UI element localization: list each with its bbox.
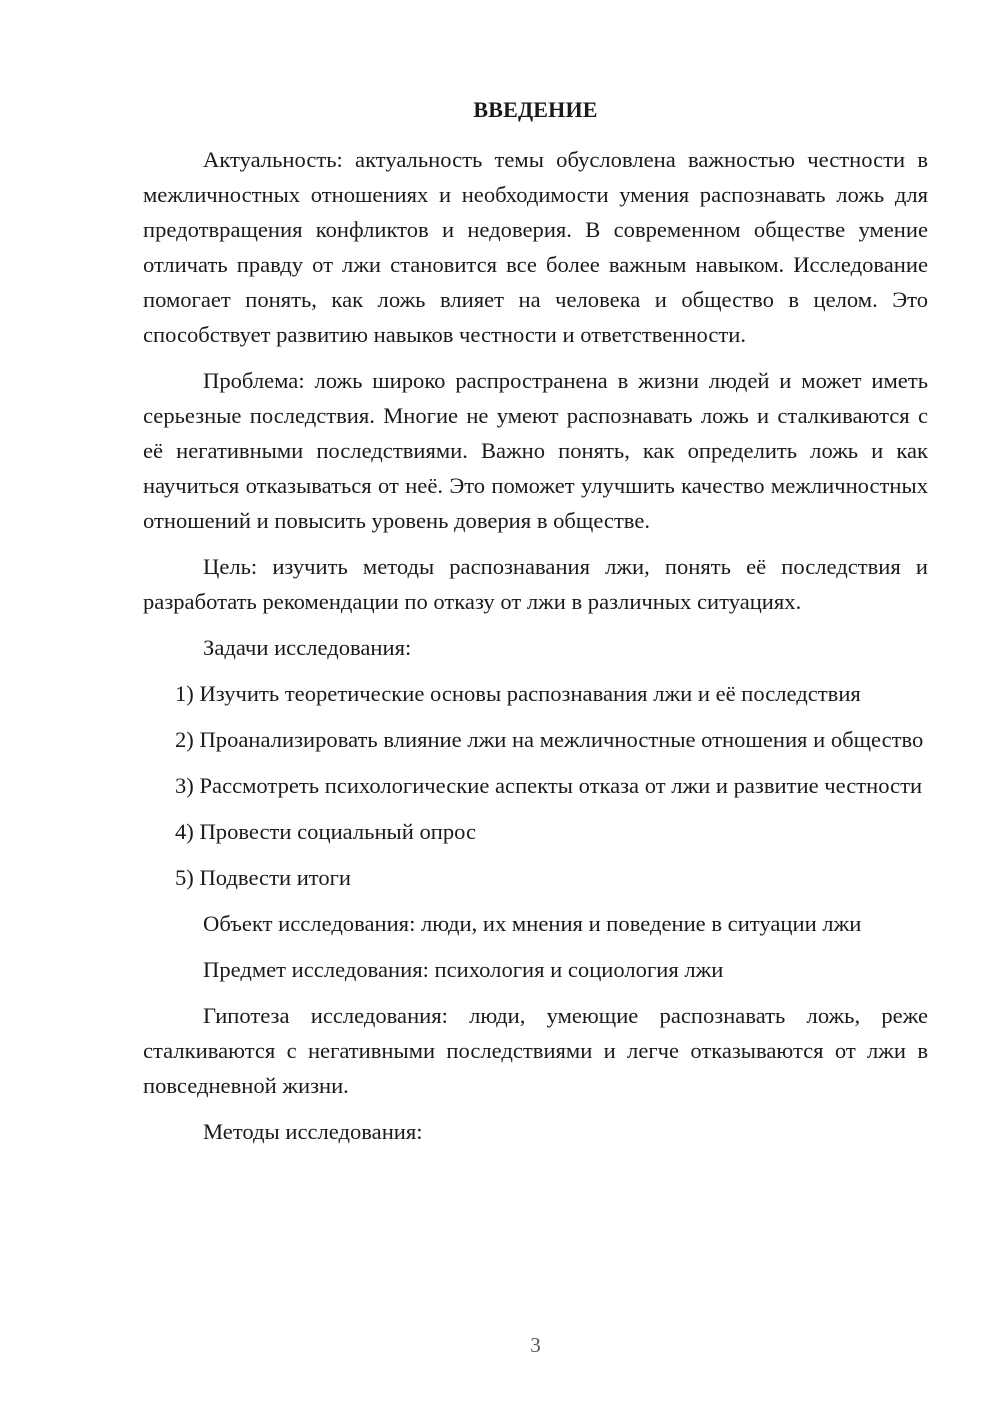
task-item: 5) Подвести итоги (175, 865, 352, 890)
task-item: 4) Провести социальный опрос (175, 819, 477, 844)
task-item: 1) Изучить теоретические основы распознавания лжи и её последствия (175, 681, 861, 706)
task-item: 3) Рассмотреть психологические аспекты отказа от лжи и развитие честности (175, 773, 923, 798)
paragraph-goal: Цель: изучить методы распознавания лжи, понять её последствия и разработать рекомендации по отказу от лжи в различных ситуациях. (143, 554, 928, 614)
paragraph-relevance: Актуальность: актуальность темы обусловлена важностью честности в межличностных отношениях и необходимости умения распознавать ложь для предотвращения конфликтов и недоверия. В современном обществе умение отличать правду от лжи становится все более важным навыком. Исследование помогает понять, как ложь влияет на человека и общество в целом. Это способствует развитию навыков честности и ответственности. (143, 147, 928, 347)
paragraph-hypothesis: Гипотеза исследования: люди, умеющие распознавать ложь, реже сталкиваются с негативными последствиями и легче отказываются от лжи в повседневной жизни. (143, 1003, 928, 1098)
tasks-heading: Задачи исследования: (203, 635, 412, 660)
document-body (143, 142, 928, 1149)
paragraph-object: Объект исследования: люди, их мнения и поведение в ситуации лжи (203, 911, 862, 936)
section-title: ВВЕДЕНИЕ (473, 97, 598, 122)
paragraph-subject: Предмет исследования: психология и социология лжи (203, 957, 724, 982)
paragraph-problem: Проблема: ложь широко распространена в жизни людей и может иметь серьезные последствия. Многие не умеют распознавать ложь и сталкиваются с её негативными последствиями. Важно понять, как определить ложь и как научиться отказываться от неё. Это поможет улучшить качество межличностных отношений и повысить уровень доверия в обществе. (143, 368, 928, 533)
page-number: 3 (530, 1333, 541, 1357)
methods-heading: Методы исследования: (203, 1119, 423, 1144)
task-item: 2) Проанализировать влияние лжи на межличностные отношения и общество (175, 727, 924, 752)
